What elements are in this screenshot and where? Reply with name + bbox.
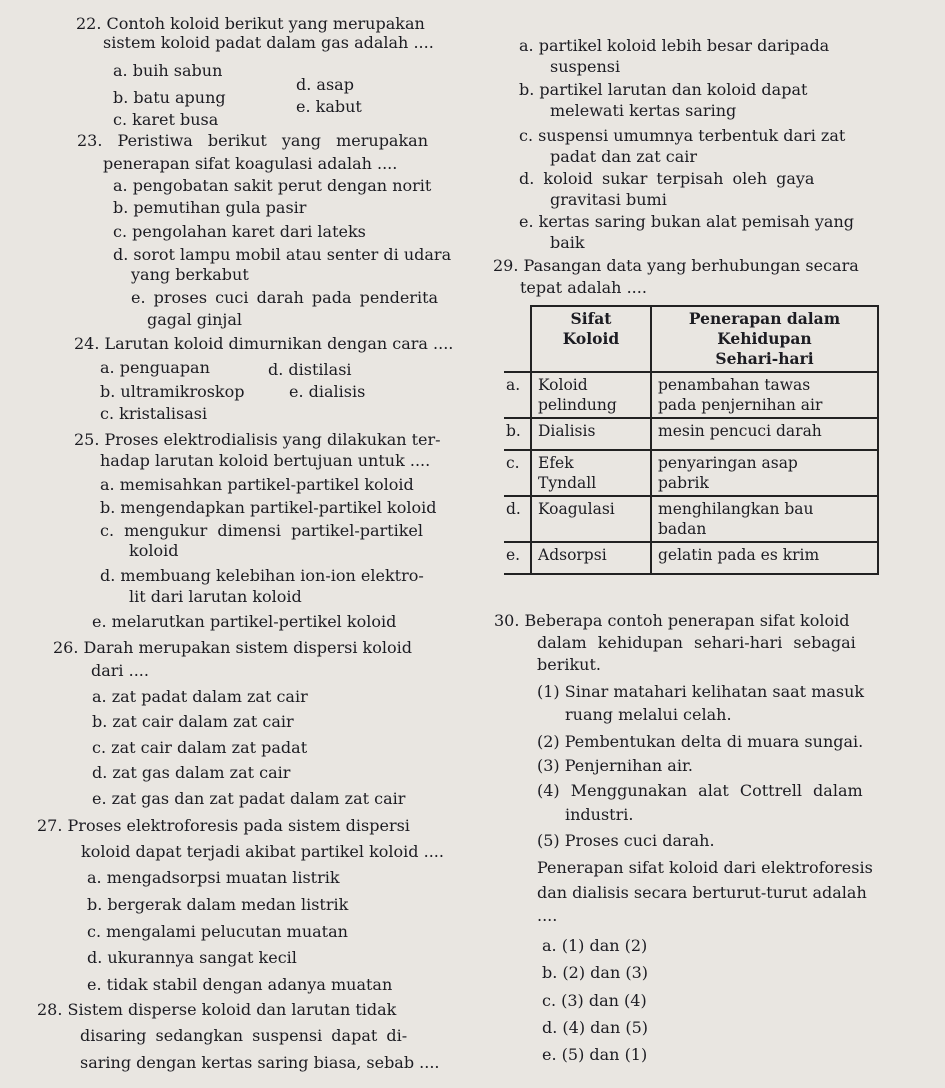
table-row <box>504 496 878 542</box>
q28-stem-line2: disaring sedangkan suspensi dapat di- <box>80 1026 408 1045</box>
row-penerapan: penambahan tawas pada penjernihan air <box>651 372 878 418</box>
q28-option-d-line2: gravitasi bumi <box>550 190 667 209</box>
q25-option-c-line2: koloid <box>129 541 179 560</box>
row-sifat: Koagulasi <box>531 496 651 542</box>
header-pen-line3: Sehari-hari <box>715 349 814 368</box>
q30-item-2: (2) Pembentukan delta di muara sungai. <box>537 732 864 751</box>
q24-stem: 24. Larutan koloid dimurnikan dengan cara .... <box>74 334 454 353</box>
row-letter: a. <box>504 372 531 418</box>
header-pen-line2: Kehidupan <box>717 329 812 348</box>
q30-option-e: e. (5) dan (1) <box>542 1045 648 1064</box>
row-sifat: Dialisis <box>531 418 651 450</box>
q30-item-3: (3) Penjernihan air. <box>537 756 693 775</box>
q30-option-c: c. (3) dan (4) <box>542 991 647 1010</box>
q30-option-d: d. (4) dan (5) <box>542 1018 648 1037</box>
q30-stem-line3: berikut. <box>537 655 601 674</box>
q25-stem-line2: hadap larutan koloid bertujuan untuk .... <box>100 451 431 470</box>
q23-stem-line2: penerapan sifat koagulasi adalah .... <box>103 154 398 173</box>
q30-option-a: a. (1) dan (2) <box>542 936 648 955</box>
header-sifat-line2: Koloid <box>562 329 620 348</box>
q24-option-b: b. ultramikroskop <box>100 382 245 401</box>
q25-option-d-line1: d. membuang kelebihan ion-ion elektro- <box>100 566 424 585</box>
row-sifat: Koloid pelindung <box>531 372 651 418</box>
q30-item-4-line1: (4) Menggunakan alat Cottrell dalam <box>537 781 863 800</box>
q28-stem-line3: saring dengan kertas saring biasa, sebab .... <box>80 1053 440 1072</box>
q22-option-d: d. asap <box>296 75 354 94</box>
q23-stem-line1: 23. Peristiwa berikut yang merupakan <box>77 131 429 150</box>
q23-option-a: a. pengobatan sakit perut dengan norit <box>113 176 432 195</box>
row-letter: d. <box>504 496 531 542</box>
q28-option-c-line2: padat dan zat cair <box>550 147 697 166</box>
table-header-sifat <box>531 306 651 372</box>
table-row <box>504 372 878 418</box>
q24-option-a: a. penguapan <box>100 358 210 377</box>
row-penerapan: gelatin pada es krim <box>651 542 878 574</box>
row-letter: c. <box>504 450 531 496</box>
q22-option-b: b. batu apung <box>113 88 226 107</box>
q23-option-d-line2: yang berkabut <box>131 265 249 284</box>
q25-stem-line1: 25. Proses elektrodialisis yang dilakukan ter- <box>74 430 441 449</box>
q23-option-b: b. pemutihan gula pasir <box>113 198 307 217</box>
q29-stem-line2: tepat adalah .... <box>520 278 647 297</box>
row-penerapan: mesin pencuci darah <box>651 418 878 450</box>
q25-option-c-line1: c. mengukur dimensi partikel-partikel <box>100 521 423 540</box>
q27-option-a: a. mengadsorpsi muatan listrik <box>87 868 340 887</box>
q22-stem-line1: 22. Contoh koloid berikut yang merupakan <box>76 14 425 33</box>
q28-option-b-line2: melewati kertas saring <box>550 101 737 120</box>
header-sifat-line1: Sifat <box>570 309 612 328</box>
q28-stem-line1: 28. Sistem disperse koloid dan larutan tidak <box>37 1000 397 1019</box>
table-row <box>504 542 878 574</box>
q27-option-e: e. tidak stabil dengan adanya muatan <box>87 975 393 994</box>
q30-tail-line1: Penerapan sifat koloid dari elektroforesis <box>537 858 873 877</box>
table-row <box>504 450 878 496</box>
q30-item-4-line2: industri. <box>565 805 634 824</box>
q30-item-1-line1: (1) Sinar matahari kelihatan saat masuk <box>537 682 865 701</box>
q23-option-d-line1: d. sorot lampu mobil atau senter di udara <box>113 245 452 264</box>
q24-option-e: e. dialisis <box>289 382 366 401</box>
q25-option-b: b. mengendapkan partikel-partikel koloid <box>100 498 437 517</box>
q28-option-c-line1: c. suspensi umumnya terbentuk dari zat <box>519 126 846 145</box>
q22-option-c: c. karet busa <box>113 110 219 129</box>
q28-option-a-line2: suspensi <box>550 57 621 76</box>
q26-stem-line1: 26. Darah merupakan sistem dispersi koloid <box>53 638 412 657</box>
q25-option-e: e. melarutkan partikel-pertikel koloid <box>92 612 397 631</box>
q25-option-a: a. memisahkan partikel-partikel koloid <box>100 475 414 494</box>
q26-stem-line2: dari .... <box>91 661 149 680</box>
table-header-row <box>504 306 878 372</box>
q30-option-b: b. (2) dan (3) <box>542 963 648 982</box>
table-header-penerapan <box>651 306 878 372</box>
row-penerapan: penyaringan asap pabrik <box>651 450 878 496</box>
q26-option-c: c. zat cair dalam zat padat <box>92 738 308 757</box>
q25-option-d-line2: lit dari larutan koloid <box>129 587 302 606</box>
q26-option-a: a. zat padat dalam zat cair <box>92 687 308 706</box>
q26-option-e: e. zat gas dan zat padat dalam zat cair <box>92 789 406 808</box>
row-letter: e. <box>504 542 531 574</box>
row-sifat: Efek Tyndall <box>531 450 651 496</box>
q30-stem-line2: dalam kehidupan sehari-hari sebagai <box>537 633 856 652</box>
q28-option-e-line2: baik <box>550 233 585 252</box>
q24-option-d: d. distilasi <box>268 360 352 379</box>
q27-stem-line2: koloid dapat terjadi akibat partikel koloid .... <box>81 842 444 861</box>
q27-option-b: b. bergerak dalam medan listrik <box>87 895 349 914</box>
q22-option-a: a. buih sabun <box>113 61 223 80</box>
q29-stem-line1: 29. Pasangan data yang berhubungan secara <box>493 256 859 275</box>
q22-stem-line2: sistem koloid padat dalam gas adalah .... <box>103 33 434 52</box>
q30-stem-line1: 30. Beberapa contoh penerapan sifat koloid <box>494 611 850 630</box>
q24-option-c: c. kristalisasi <box>100 404 208 423</box>
table-header-blank <box>504 306 531 372</box>
q22-option-e: e. kabut <box>296 97 362 116</box>
row-letter: b. <box>504 418 531 450</box>
q26-option-b: b. zat cair dalam zat cair <box>92 712 294 731</box>
q27-option-d: d. ukurannya sangat kecil <box>87 948 297 967</box>
row-sifat: Adsorpsi <box>531 542 651 574</box>
q23-option-e-line2: gagal ginjal <box>147 310 243 329</box>
q30-item-1-line2: ruang melalui celah. <box>565 705 732 724</box>
q28-option-d-line1: d. koloid sukar terpisah oleh gaya <box>519 169 815 188</box>
q28-option-e-line1: e. kertas saring bukan alat pemisah yang <box>519 212 855 231</box>
q23-option-c: c. pengolahan karet dari lateks <box>113 222 366 241</box>
q27-option-c: c. mengalami pelucutan muatan <box>87 922 348 941</box>
q26-option-d: d. zat gas dalam zat cair <box>92 763 291 782</box>
header-pen-line1: Penerapan dalam <box>688 309 841 328</box>
q28-option-b-line1: b. partikel larutan dan koloid dapat <box>519 80 808 99</box>
q30-tail-line2: dan dialisis secara berturut-turut adalah <box>537 883 867 902</box>
table-row <box>504 418 878 450</box>
q27-stem-line1: 27. Proses elektroforesis pada sistem dispersi <box>37 816 410 835</box>
q29-table <box>504 305 879 575</box>
q28-option-a-line1: a. partikel koloid lebih besar daripada <box>519 36 830 55</box>
row-penerapan: menghilangkan bau badan <box>651 496 878 542</box>
q30-tail-line3: .... <box>537 906 558 925</box>
q30-item-5: (5) Proses cuci darah. <box>537 831 715 850</box>
q23-option-e-line1: e. proses cuci darah pada penderita <box>131 288 439 307</box>
